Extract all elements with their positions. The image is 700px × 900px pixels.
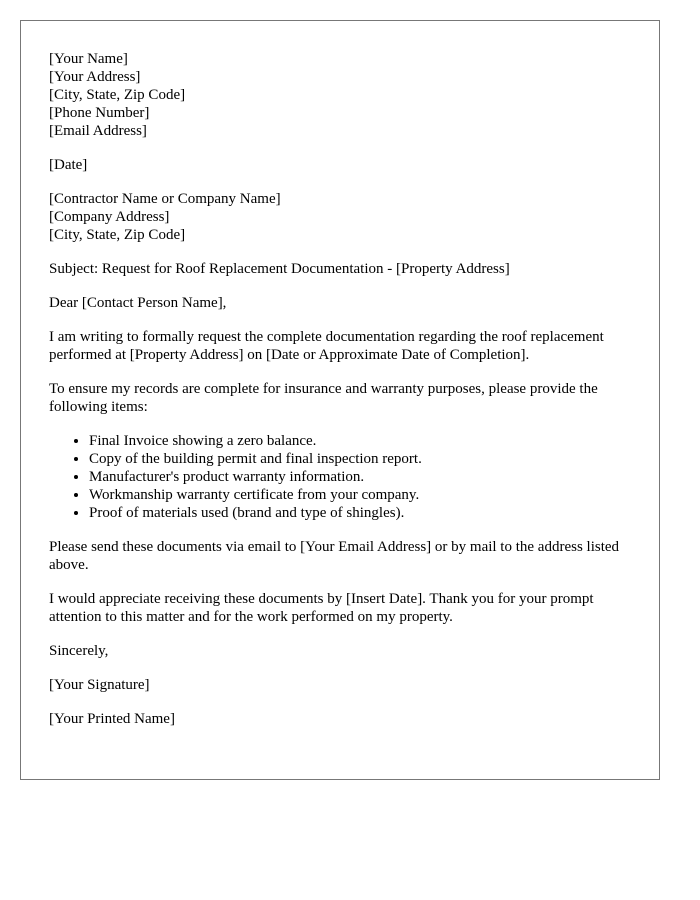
requested-items-list (49, 432, 631, 522)
closing-paragraph: I would appreciate receiving these documents by [Insert Date]. Thank you for your prompt attention to this matter and for the work performed on my property. (49, 591, 594, 625)
letter-date: [Date] (49, 157, 88, 173)
signoff: Sincerely, (49, 643, 109, 659)
recipient-city-state-zip: [City, State, Zip Code] (49, 227, 186, 243)
list-item: • Copy of the building permit and final inspection report. (89, 450, 631, 468)
letter-page (20, 20, 660, 780)
sender-name: [Your Name] (49, 51, 128, 67)
intro-paragraph: I am writing to formally request the complete documentation regarding the roof replacement performed at [Property Address] on [Date or Approximate Date of Completion]. (49, 329, 604, 363)
sender-block (49, 50, 631, 140)
list-item: • Proof of materials used (brand and type of shingles). (89, 504, 631, 522)
request-paragraph: To ensure my records are complete for insurance and warranty purposes, please provide the following items: (49, 381, 598, 415)
recipient-name: [Contractor Name or Company Name] (49, 191, 281, 207)
recipient-block (49, 190, 631, 244)
delivery-paragraph: Please send these documents via email to [Your Email Address] or by mail to the address listed above. (49, 539, 620, 573)
sender-phone: [Phone Number] (49, 105, 150, 121)
list-item: • Manufacturer's product warranty information. (89, 468, 631, 486)
signature: [Your Signature] (49, 677, 150, 693)
subject-line: Subject: Request for Roof Replacement Documentation - [Property Address] (49, 261, 510, 277)
salutation: Dear [Contact Person Name], (49, 295, 227, 311)
printed-name: [Your Printed Name] (49, 711, 175, 727)
sender-city-state-zip: [City, State, Zip Code] (49, 87, 186, 103)
sender-address: [Your Address] (49, 69, 141, 85)
list-item: • Final Invoice showing a zero balance. (89, 432, 631, 450)
sender-email: [Email Address] (49, 123, 147, 139)
recipient-address: [Company Address] (49, 209, 170, 225)
list-item: • Workmanship warranty certificate from your company. (89, 486, 631, 504)
